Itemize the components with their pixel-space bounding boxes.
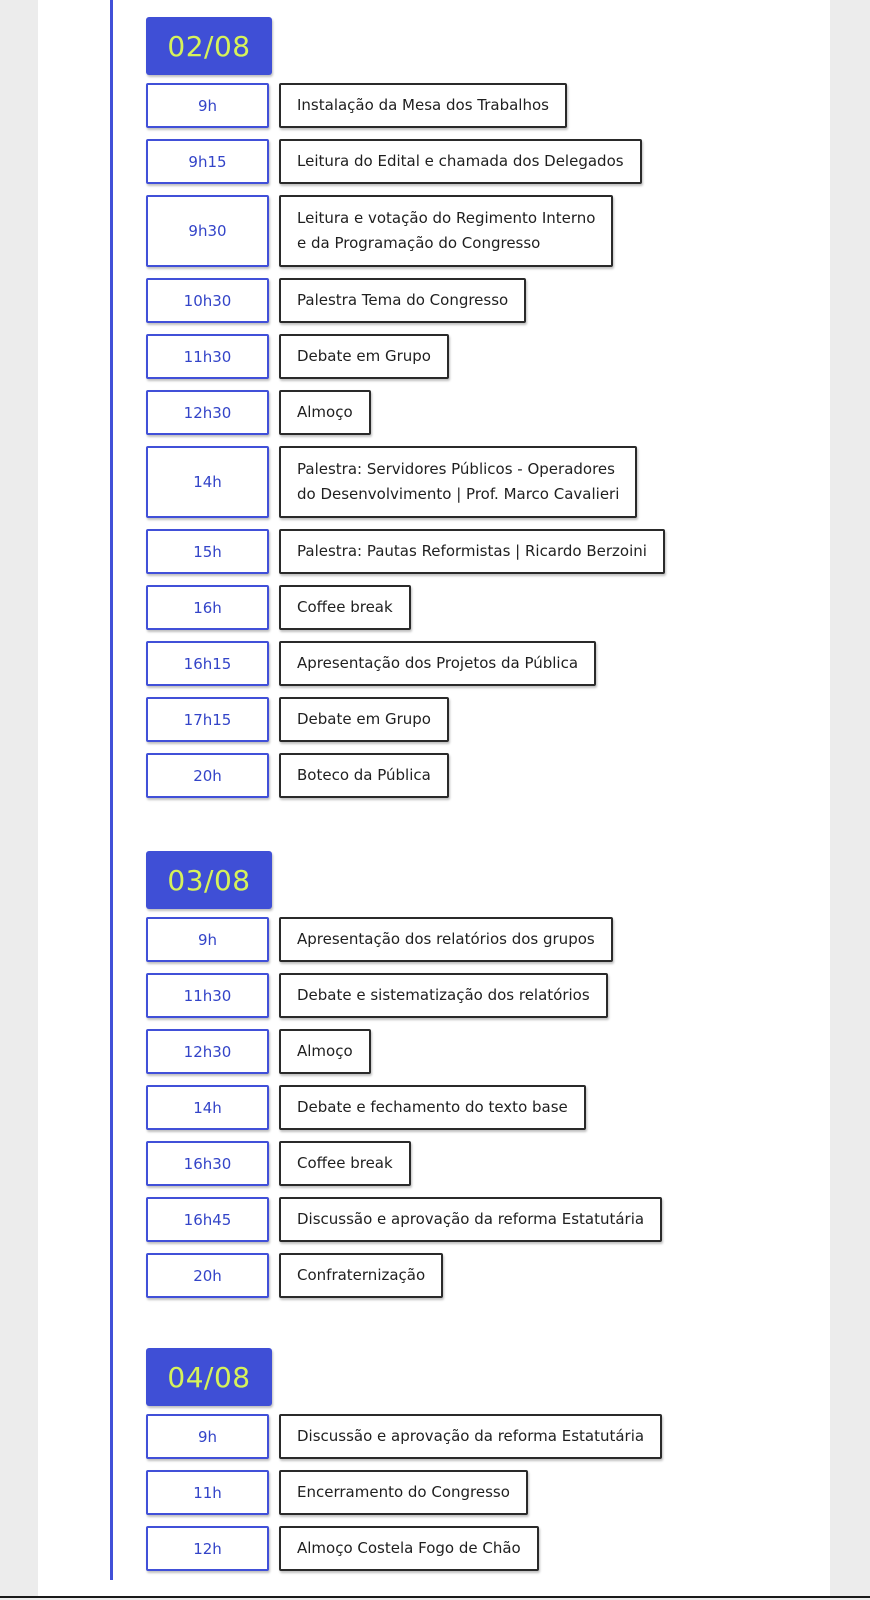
event-time: 20h bbox=[146, 1253, 269, 1298]
event-title: Encerramento do Congresso bbox=[279, 1470, 528, 1515]
event-time: 20h bbox=[146, 753, 269, 798]
schedule-row bbox=[146, 334, 846, 379]
event-time: 9h bbox=[146, 917, 269, 962]
event-title: Palestra: Pautas Reformistas | Ricardo Berzoini bbox=[279, 529, 665, 574]
schedule-row bbox=[146, 973, 846, 1018]
event-time: 16h bbox=[146, 585, 269, 630]
event-time: 11h30 bbox=[146, 973, 269, 1018]
schedule-row bbox=[146, 753, 846, 798]
schedule-row bbox=[146, 1470, 846, 1515]
event-time: 9h15 bbox=[146, 139, 269, 184]
event-title: Apresentação dos Projetos da Pública bbox=[279, 641, 596, 686]
day-date-badge: 02/08 bbox=[146, 17, 272, 75]
schedule-row bbox=[146, 1197, 846, 1242]
event-time: 12h30 bbox=[146, 390, 269, 435]
event-title: Leitura e votação do Regimento Interno e da Programação do Congresso bbox=[279, 195, 613, 267]
event-title: Boteco da Pública bbox=[279, 753, 449, 798]
event-title: Palestra: Servidores Públicos - Operadores do Desenvolvimento | Prof. Marco Cavalieri bbox=[279, 446, 637, 518]
day-section bbox=[146, 17, 846, 809]
schedule-row bbox=[146, 697, 846, 742]
event-title: Palestra Tema do Congresso bbox=[279, 278, 526, 323]
event-title: Apresentação dos relatórios dos grupos bbox=[279, 917, 613, 962]
event-title: Confraternização bbox=[279, 1253, 443, 1298]
schedule-row bbox=[146, 1414, 846, 1459]
schedule-row bbox=[146, 1141, 846, 1186]
event-time: 14h bbox=[146, 1085, 269, 1130]
schedule-row bbox=[146, 1029, 846, 1074]
day-date-badge: 03/08 bbox=[146, 851, 272, 909]
event-title: Debate e fechamento do texto base bbox=[279, 1085, 586, 1130]
event-time: 14h bbox=[146, 446, 269, 518]
event-time: 9h30 bbox=[146, 195, 269, 267]
event-title: Almoço bbox=[279, 390, 371, 435]
event-title: Leitura do Edital e chamada dos Delegados bbox=[279, 139, 642, 184]
event-title: Almoço bbox=[279, 1029, 371, 1074]
day-section bbox=[146, 851, 846, 1309]
bottom-divider bbox=[0, 1596, 870, 1598]
schedule-row bbox=[146, 195, 846, 267]
schedule-row bbox=[146, 139, 846, 184]
event-title: Debate em Grupo bbox=[279, 697, 449, 742]
event-time: 16h30 bbox=[146, 1141, 269, 1186]
event-time: 9h bbox=[146, 83, 269, 128]
schedule-row bbox=[146, 529, 846, 574]
timeline-line bbox=[110, 0, 113, 1580]
event-title: Coffee break bbox=[279, 1141, 411, 1186]
event-time: 15h bbox=[146, 529, 269, 574]
event-time: 9h bbox=[146, 1414, 269, 1459]
schedule-row bbox=[146, 585, 846, 630]
event-time: 10h30 bbox=[146, 278, 269, 323]
event-time: 11h bbox=[146, 1470, 269, 1515]
day-date-badge: 04/08 bbox=[146, 1348, 272, 1406]
event-time: 16h15 bbox=[146, 641, 269, 686]
event-title: Discussão e aprovação da reforma Estatutária bbox=[279, 1414, 662, 1459]
event-time: 11h30 bbox=[146, 334, 269, 379]
schedule-row bbox=[146, 641, 846, 686]
event-time: 12h bbox=[146, 1526, 269, 1571]
schedule-row bbox=[146, 917, 846, 962]
schedule-row bbox=[146, 1085, 846, 1130]
schedule-page bbox=[38, 0, 830, 1598]
event-title: Debate em Grupo bbox=[279, 334, 449, 379]
event-title: Debate e sistematização dos relatórios bbox=[279, 973, 608, 1018]
schedule-row bbox=[146, 278, 846, 323]
schedule-row bbox=[146, 1526, 846, 1571]
schedule-row bbox=[146, 83, 846, 128]
event-title: Coffee break bbox=[279, 585, 411, 630]
schedule-row bbox=[146, 390, 846, 435]
event-time: 17h15 bbox=[146, 697, 269, 742]
event-time: 16h45 bbox=[146, 1197, 269, 1242]
event-title: Almoço Costela Fogo de Chão bbox=[279, 1526, 539, 1571]
schedule-row bbox=[146, 1253, 846, 1298]
day-section bbox=[146, 1348, 846, 1582]
schedule-row bbox=[146, 446, 846, 518]
event-time: 12h30 bbox=[146, 1029, 269, 1074]
event-title: Discussão e aprovação da reforma Estatutária bbox=[279, 1197, 662, 1242]
event-title: Instalação da Mesa dos Trabalhos bbox=[279, 83, 567, 128]
